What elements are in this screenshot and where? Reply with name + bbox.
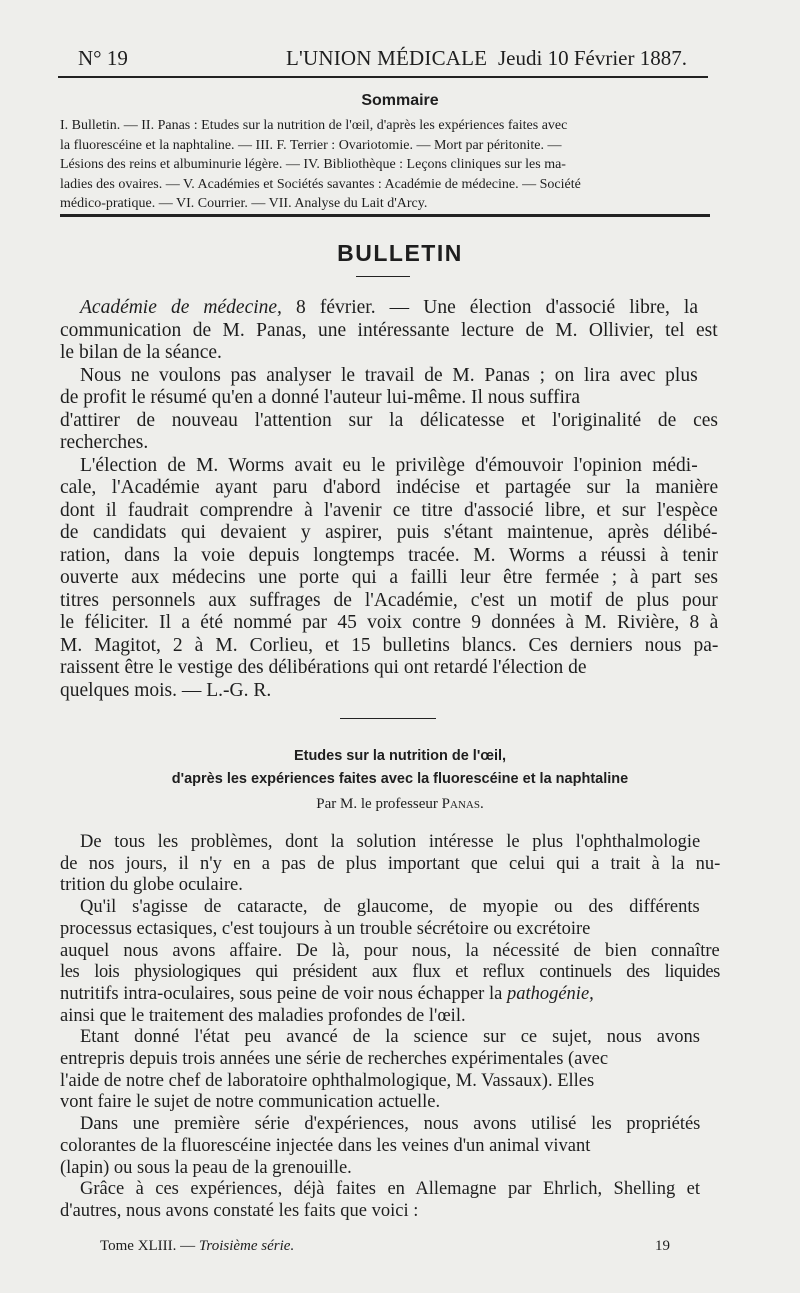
text-line: Etant donné l'état peu avancé de la science sur ce sujet, nous avons <box>80 1027 700 1048</box>
text-line: ouverte aux médecins une porte qui a failli leur être fermée ; à part ses <box>60 567 719 588</box>
text-line: de nos jours, il n'y en a pas de plus important que celui qui a trait à la nu- <box>60 853 721 874</box>
text-line: Académie de médecine, 8 février. — Une élection d'associé libre, la <box>80 297 699 318</box>
sommaire-line: I. Bulletin. — II. Panas : Etudes sur la nutrition de l'œil, d'après les expériences faites avec <box>60 118 568 133</box>
paragraph <box>60 297 718 365</box>
text-line: auquel nous avons affaire. De là, pour nous, la nécessité de bien connaître <box>60 940 720 961</box>
text-line: le féliciter. Il a été nommé par 45 voix contre 9 données à M. Rivière, 8 à <box>60 612 719 633</box>
journal-title: L'UNION MÉDICALE <box>286 46 488 70</box>
paragraph <box>60 365 718 455</box>
paragraph <box>60 832 720 897</box>
bulletin-heading: BULLETIN <box>337 240 463 266</box>
text-line: M. Magitot, 2 à M. Corlieu, et 15 bulletins blancs. Ces derniers nous pa- <box>60 634 719 656</box>
italic-word: pathogénie, <box>506 983 594 1004</box>
text-line: Grâce à ces expériences, déjà faites en Allemagne par Ehrlich, Shelling et <box>80 1179 700 1200</box>
text-line: De tous les problèmes, dont la solution intéresse le plus l'ophthalmologie <box>80 832 701 852</box>
sommaire-contents <box>60 116 712 214</box>
text-line: quelques mois. — L.-G. R. <box>60 679 272 701</box>
sommaire-line: la fluorescéine et la naphtaline. — III. F. Terrier : Ovariotomie. — Mort par péritonite. — <box>60 137 562 153</box>
tome-label: Tome XLIII. — Troisième série. <box>100 1238 295 1254</box>
sommaire-line: médico-pratique. — VI. Courrier. — VII. Analyse du Lait d'Arcy. <box>60 196 428 211</box>
text-line: nutritifs intra-oculaires, sous peine de voir nous échapper la pathogénie, <box>60 983 594 1004</box>
article-title: Etudes sur la nutrition de l'œil, <box>293 748 507 764</box>
bulletin-body <box>60 297 718 702</box>
article-body <box>60 832 720 1223</box>
paragraph <box>60 1114 720 1179</box>
text-line: Dans une première série d'expériences, nous avons utilisé les propriétés <box>80 1114 701 1135</box>
article-subtitle: d'après les expériences faites avec la fluorescéine et la naphtaline <box>171 771 629 787</box>
text-line: entrepris depuis trois années une série de recherches expérimentales (avec <box>60 1049 609 1070</box>
sommaire-line: Lésions des reins et albuminurie légère. — IV. Bibliothèque : Leçons cliniques sur les ma- <box>60 157 566 172</box>
text-line: d'autres, nous avons constaté les faits que voici : <box>60 1200 419 1221</box>
text-line: les lois physiologiques qui président aux flux et reflux continuels des liquides <box>60 962 720 983</box>
text-line: de candidats qui devaient y aspirer, puis s'étant maintenue, après délibé- <box>60 522 718 543</box>
text-line: vont faire le sujet de notre communication actuelle. <box>60 1092 441 1113</box>
text-line: Qu'il s'agisse de cataracte, de glaucome, de myopie ou des différents <box>80 897 700 918</box>
text-line: de profit le résumé qu'en a donné l'auteur lui-même. Il nous suffira <box>60 387 581 408</box>
paragraph <box>60 1179 720 1222</box>
text-line: Nous ne voulons pas analyser le travail de M. Panas ; on lira avec plus <box>80 364 698 386</box>
text-line: raissent être le vestige des délibérations qui ont retardé l'élection de <box>60 657 587 678</box>
italic-lead: Académie de médecine, <box>80 297 282 318</box>
text-line: le bilan de la séance. <box>60 342 222 363</box>
text-line: L'élection de M. Worms avait eu le privilège d'émouvoir l'opinion médi- <box>80 454 698 476</box>
text-line: communication de M. Panas, une intéressante lecture de M. Ollivier, tel est <box>60 319 718 341</box>
issue-number: N° 19 <box>78 46 128 70</box>
text-line: d'attirer de nouveau l'attention sur la délicatesse et l'originalité de ces <box>60 409 719 431</box>
section-divider <box>60 214 710 217</box>
text-line: recherches. <box>60 432 149 453</box>
text-line: titres personnels aux suffrages de l'Académie, c'est un motif de plus pour <box>60 589 718 611</box>
text-line: processus ectasiques, c'est toujours à un trouble sécrétoire ou excrétoire <box>60 918 591 939</box>
paragraph <box>60 455 718 703</box>
heading-rule <box>356 276 410 277</box>
article-byline: Par M. le professeur Panas. <box>316 796 484 812</box>
paragraph <box>60 1027 720 1114</box>
issue-date: Jeudi 10 Février 1887. <box>498 46 687 70</box>
text-line: cale, l'Académie ayant paru d'abord indécise et partagée sur la manière <box>60 477 719 498</box>
text-line: (lapin) ou sous la peau de la grenouille. <box>60 1157 352 1178</box>
sommaire-title: Sommaire <box>361 92 439 109</box>
article-divider <box>340 718 436 719</box>
text-line: trition du globe oculaire. <box>60 875 243 896</box>
text-line: ainsi que le traitement des maladies profondes de l'œil. <box>60 1005 466 1026</box>
paragraph <box>60 897 720 1027</box>
text-line: dont il faudrait comprendre à l'avenir ce titre d'associé libre, et sur l'espèce <box>60 499 718 521</box>
author-name: Panas. <box>441 796 484 812</box>
text-line: l'aide de notre chef de laboratoire ophthalmologique, M. Vassaux). Elles <box>60 1070 595 1091</box>
sommaire-line: ladies des ovaires. — V. Académies et Sociétés savantes : Académie de médecine. — Société <box>60 176 581 192</box>
page-header <box>58 42 708 78</box>
text-line: ration, dans la voie depuis longtemps tracée. M. Worms a réussi à tenir <box>60 544 719 566</box>
text-line: colorantes de la fluorescéine injectée dans les veines d'un animal vivant <box>60 1135 591 1156</box>
page-number: 19 <box>655 1238 670 1254</box>
